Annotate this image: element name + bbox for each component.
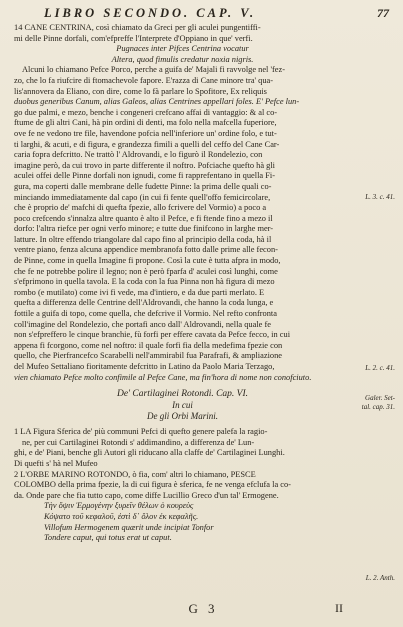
section-cane-centrina <box>14 23 391 383</box>
verse-line: Altera, quod fimulis credatur noxia nigris. <box>111 54 254 64</box>
text-line: dorfo: l'altra riefce per ogni verfo minore; e tutte due finifcono in larghe mer- <box>14 224 274 234</box>
chapter-subtitle: In cui <box>172 400 193 411</box>
text-line: ghi, e de' Piani, benche gli Autori gli riducano alla claffe de' Cartilaginei Lunghi. <box>14 448 285 458</box>
running-head <box>44 6 389 21</box>
text-line: coll'imagine del Rondelezio, che portafi anco dall' Aldrovandi, nella quale fe <box>14 319 271 329</box>
margin-note: L. 2. Anth. <box>365 574 395 582</box>
text-line: ne, per cui Cartilaginei Rotondi s' addimandino, a differenza de' Lun- <box>22 437 255 447</box>
text-line: latture. In oltre effendo triangolare dal capo fino al principio della coda, hà il <box>14 234 272 244</box>
text-line: 14 CANE CENTRINA, così chiamato da Greci per gli aculei pungentiffi- <box>14 23 261 32</box>
margin-note: L. 3. c. 41. <box>365 193 395 201</box>
text-line: mi delle Pinne dorfali, com'efpreffe l'Interprete d'Oppiano in que' verfi. <box>14 33 253 43</box>
text-line: minciando immediatamente dal capo (in cui fi fente quell'offo femicircolare, <box>14 192 271 202</box>
text-line: quello, che Pierfrancefco Scarabelli nell'ammirabil fua Parafrafi, & ampliazione <box>14 351 282 361</box>
chapter-subtitle: De gli Orbi Marini. <box>147 410 218 421</box>
margin-note: L. 2. c. 41. <box>365 364 395 372</box>
text-line: 2 L'ORBE MARINO ROTONDO, ò fia, com' altri lo chiamano, PESCE <box>14 469 256 479</box>
signature-number: 3 <box>207 601 215 616</box>
text-line: COLOMBO della prima fpezie, la di cui figura è sferica, fe ne venga efclufa la co- <box>14 480 291 490</box>
text-line: de Pinne, come in quella Imagine fi propone. Così la cute è tutta afpra in modo, <box>14 256 281 266</box>
section-cartilaginei <box>14 389 391 544</box>
margin-note: tal. cap. 31. <box>361 403 395 411</box>
text-line: imagine però, da cui trovo in parte differente il noftro. Pofciache quefto hà gli <box>14 160 276 170</box>
text-line: che fe ne potrebbe polire il legno; non è però fparfa d' aculei così lunghi, come <box>14 266 278 276</box>
text-line: gura, ma coperti dalle membrane delle fudette Pinne: la prima delle quali co- <box>14 181 272 191</box>
text-line: non s'efpreffero le cinque branchie, fù forfi per effere cavata da Pefce fecco, in cui <box>14 330 291 340</box>
text-line: s'efprimono in quella tavola. E la coda con la fua Pinna non hà figura di mezo <box>14 277 275 287</box>
catchword: II <box>335 601 343 615</box>
text-line: poco crefcendo s'innalza altre quanto è alto il Pefce, e fi ftende fino a mezo il <box>14 213 273 223</box>
greek-verse: Κόψατο τοῦ κεφαλοῦ, ἐστὶ δ᾽ ὅλον ἐκ κεφαλῆς. <box>44 511 199 521</box>
text-line: ti larghi, & acuti, e di figura, e grandezza fimili a quelli del ceffo del Cane Car- <box>14 139 280 149</box>
text-line: Di quefti s' hà nel Mufeo <box>14 458 98 468</box>
text-line: vien chiamato Pefce molto confimile al Pefce Cane, ma fin'hora di nome non conofciuto. <box>14 372 312 382</box>
text-line: ventre piano, fenza alcuna appendice membranofa fotto dalle prime alle fecon- <box>14 245 278 255</box>
text-line: duobus generibus Canum, alias Galeos, alias Centrines appellari foles. E' Pefce lun- <box>14 97 300 107</box>
latin-verse: Villofum Hermogenem quærit unde incipiat Tonfor <box>44 522 214 532</box>
signature-letter: G <box>188 601 198 616</box>
text-line: fottile a guifa di topo, come quella, che defcrive il Vormio. Nel refto confronta <box>14 309 277 319</box>
margin-note: Galer. Set- <box>365 394 395 402</box>
text-line: Alcuni lo chiamano Pefce Porco, perche a guifa de' Majali fi ravvolge nel 'fez- <box>22 65 285 75</box>
text-line: 1 LA Figura Sferica de' più communi Pefci di quefto genere palefa la ragio- <box>14 427 268 437</box>
text-line: aculei offei delle Pinne dorfali non ignudi, come fi rapprefentano in quella Fi- <box>14 171 276 181</box>
chapter-title: De' Cartilaginei Rotondi. Cap. VI. <box>116 389 249 400</box>
greek-verse: Τὴν ὄψιν Ἑρμογένην ξυρεῖν θέλων ὁ κουρεὺς <box>44 501 194 511</box>
verse-line: Pugnaces inter Pifces Centrina vocatur <box>116 44 249 54</box>
text-line: rombo (e mutilato) come ivi fi vede, ma d'intiero, e da due parti merlato. E <box>14 287 265 297</box>
text-line: da. Onde pare che fia tutto capo, come diffe Lucillio Greco d'un tal' Ermogene. <box>14 490 279 500</box>
running-title: LIBRO SECONDO. CAP. V. <box>44 6 257 20</box>
text-line: ftume de gli altri Cani, hà pin ordini di denti, ma folo nella mafcella fuperiore, <box>14 118 277 128</box>
text-line: appena fi fcorgono, come nel noftro: il quale forfi fia della medefima fpezie con <box>14 340 283 350</box>
text-line: che è proprio de' mafchi di quefta fpezie, allo fcrivere del Vormio) a poco a <box>14 203 267 213</box>
text-line: go due palmi, e mezo, benche i congeneri crefcano affai di vantaggio: & al co- <box>14 107 278 117</box>
text-line: ove fe ne vedono tre file, havendone pofcia nell'inferiore un' ordine folo, e tut- <box>14 128 277 138</box>
text-line: quefta a differenza delle Centrine dell'Aldrovandi, che hanno la coda lunga, e <box>14 298 274 308</box>
text-line: lis'annovera da Eliano, con dire, come lo fà parlare lo Spofitore, Ex reliquis <box>14 86 267 96</box>
text-line: zo, che lo fa riufcire di ftomachevole fapore. E'razza di Cane minore tra' qua- <box>14 75 274 85</box>
text-line: caria fopra defcritto. Ne trattò l' Aldrovandi, e lo figurò il Rondelezio, con <box>14 150 263 160</box>
text-line: del Mufeo Settaliano fioritamente defcritto in Latino da Paolo Maria Terzago, <box>14 362 275 371</box>
signature-mark <box>0 601 403 617</box>
page-number: 77 <box>377 6 389 20</box>
latin-verse: Tondere caput, qui totus erat ut caput. <box>44 533 172 543</box>
